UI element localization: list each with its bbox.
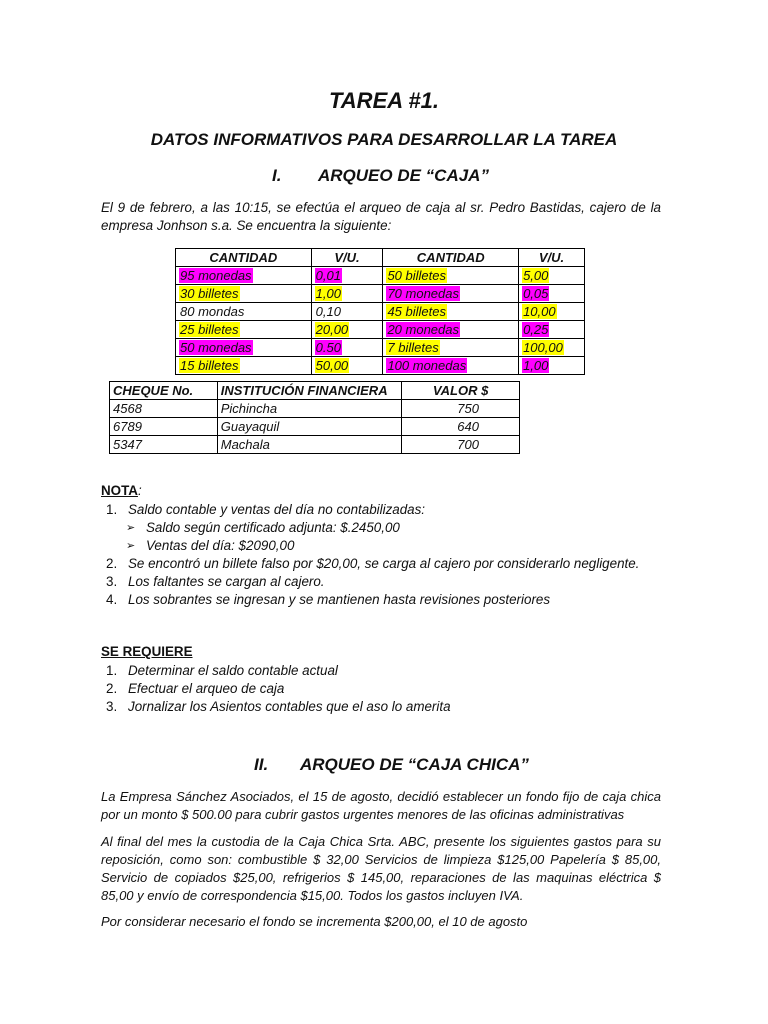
- arrow-bullet-icon: ➢: [126, 522, 136, 534]
- requiere-list: [106, 662, 668, 716]
- cash-table-cell-text: 45 billetes: [387, 304, 446, 319]
- nota-item-4: [106, 591, 668, 609]
- section-1-heading: [272, 166, 489, 186]
- cash-table-cell-text: 5,00: [523, 268, 549, 283]
- nota-item-1: [106, 501, 668, 519]
- cash-table-header: CANTIDAD: [383, 249, 519, 267]
- cheque-table-header: CHEQUE No.: [110, 382, 218, 400]
- cheque-table-cell: 700: [402, 436, 520, 454]
- requiere-item-2: [106, 680, 668, 698]
- table-row: [110, 400, 520, 418]
- cash-table-cell: [519, 321, 585, 339]
- cheque-table: [109, 381, 520, 454]
- cash-table-cell-text: 15 billetes: [180, 358, 239, 373]
- cash-table-cell-text: 20,00: [315, 322, 349, 337]
- section-2-paragraph-1: La Empresa Sánchez Asociados, el 15 de agosto, decidió establecer un fondo fijo de caja chica por un monto $ 500.00 para cubrir gastos urgentes menores de las oficinas administrativas: [101, 789, 661, 822]
- cash-table-cell-text: 1,00: [523, 358, 549, 373]
- page-subtitle: DATOS INFORMATIVOS PARA DESARROLLAR LA TAREA: [150, 130, 618, 149]
- cheque-table-header: INSTITUCIÓN FINANCIERA: [217, 382, 402, 400]
- nota-label-text: NOTA: [101, 483, 138, 498]
- cash-table-cell-text: 80 mondas: [180, 304, 245, 319]
- nota-list: [106, 501, 668, 609]
- section-2-title: ARQUEO DE “CAJA CHICA”: [300, 755, 529, 774]
- nota-subitem-2-text: Ventas del día: $2090,00: [146, 538, 295, 553]
- cash-table-cell: [383, 357, 519, 375]
- cash-table-cell: [311, 285, 383, 303]
- section-1-number: I.: [272, 166, 282, 185]
- cash-table-cell: [311, 303, 383, 321]
- cash-table-cell: [176, 339, 312, 357]
- cash-count-table: [175, 248, 585, 375]
- cash-table-cell: [519, 303, 585, 321]
- arrow-bullet-icon: ➢: [126, 540, 136, 552]
- requiere-label: SE REQUIERE: [101, 644, 193, 659]
- cash-table-cell: [519, 339, 585, 357]
- cash-table-cell-text: 1,00: [315, 286, 341, 301]
- section-2-heading: [254, 755, 529, 775]
- requiere-item-3: [106, 698, 668, 716]
- section-2-paragraph-2: Al final del mes la custodia de la Caja Chica Srta. ABC, presente los siguientes gastos para su reposición, como son: combustible $ 32,00 Servicios de limpieza $125,00 Papelería $ 85,00, Servicio de copiados $25,00, refrigerios $ 145,00, reparaciones de las maquinas eléctrica $ 85,00 y envío de correspondencia $15,00. Todos los gastos incluyen IVA.: [101, 834, 661, 903]
- table-row: [176, 285, 585, 303]
- cheque-table-cell: 640: [402, 418, 520, 436]
- nota-item-1-text: Saldo contable y ventas del día no contabilizadas:: [128, 502, 426, 517]
- nota-label: [101, 483, 142, 498]
- cheque-table-cell: 4568: [110, 400, 218, 418]
- requiere-item-1: [106, 662, 668, 680]
- section-1-title: ARQUEO DE “CAJA”: [318, 166, 489, 185]
- cash-table-cell: [176, 303, 312, 321]
- table-row: [110, 418, 520, 436]
- list-number: 2.: [106, 556, 118, 571]
- nota-item-2: [106, 555, 668, 573]
- cash-table-cell-text: 50,00: [315, 358, 349, 373]
- cash-table-cell: [383, 321, 519, 339]
- page-title: TAREA #1.: [328, 88, 440, 113]
- cash-table-cell-text: 30 billetes: [180, 286, 239, 301]
- cash-table-cell: [311, 321, 383, 339]
- nota-subitem-1: [128, 519, 668, 537]
- cash-table-cell: [519, 267, 585, 285]
- cheque-table-cell: 6789: [110, 418, 218, 436]
- cash-table-cell-text: 50 billetes: [387, 268, 446, 283]
- section-2-number: II.: [254, 755, 269, 774]
- cash-table-cell-text: 0.50: [315, 340, 341, 355]
- cheque-table-cell: 750: [402, 400, 520, 418]
- cash-table-header: V/U.: [311, 249, 383, 267]
- cash-table-cell-text: 25 billetes: [180, 322, 239, 337]
- cash-table-cell-text: 7 billetes: [387, 340, 439, 355]
- cash-table-cell-text: 95 monedas: [180, 268, 252, 283]
- nota-item-2-text: Se encontró un billete falso por $20,00, se carga al cajero por considerarlo negligente.: [128, 556, 640, 571]
- table-row: [176, 339, 585, 357]
- cash-table-header: V/U.: [519, 249, 585, 267]
- cash-table-cell-text: 0,05: [523, 286, 549, 301]
- cash-table-cell: [176, 357, 312, 375]
- list-number: 2.: [106, 681, 118, 696]
- cash-table-cell-text: 50 monedas: [180, 340, 252, 355]
- cash-table-cell-text: 70 monedas: [387, 286, 459, 301]
- nota-colon: :: [137, 483, 142, 498]
- list-number: 3.: [106, 699, 118, 714]
- cash-table-cell-text: 20 monedas: [387, 322, 459, 337]
- nota-item-4-text: Los sobrantes se ingresan y se mantienen hasta revisiones posteriores: [128, 592, 551, 607]
- cash-table-cell: [519, 285, 585, 303]
- requiere-item-3-text: Jornalizar los Asientos contables que el aso lo amerita: [128, 699, 451, 714]
- list-number: 4.: [106, 592, 118, 607]
- nota-item-3: [106, 573, 668, 591]
- nota-item-3-text: Los faltantes se cargan al cajero.: [128, 574, 325, 589]
- cheque-table-header: VALOR $: [402, 382, 520, 400]
- cash-table-cell: [176, 321, 312, 339]
- table-row: [176, 321, 585, 339]
- cash-table-header: CANTIDAD: [176, 249, 312, 267]
- list-number: 1.: [106, 663, 118, 678]
- cash-table-cell-text: 100 monedas: [387, 358, 467, 373]
- requiere-item-2-text: Efectuar el arqueo de caja: [128, 681, 285, 696]
- cash-table-cell: [176, 267, 312, 285]
- cash-table-cell-text: 10,00: [523, 304, 556, 319]
- list-number: 1.: [106, 502, 118, 517]
- cheque-table-cell: 5347: [110, 436, 218, 454]
- cash-table-cell: [176, 285, 312, 303]
- cash-table-cell: [383, 267, 519, 285]
- cash-table-cell: [311, 357, 383, 375]
- requiere-item-1-text: Determinar el saldo contable actual: [128, 663, 338, 678]
- cash-table-cell: [383, 339, 519, 357]
- cash-table-cell-text: 0,10: [315, 304, 341, 319]
- section-1-intro: El 9 de febrero, a las 10:15, se efectúa el arqueo de caja al sr. Pedro Bastidas, cajero de la empresa Jonhson s.a. Se encuentra la siguiente:: [101, 200, 661, 233]
- cash-table-cell-text: 100,00: [523, 340, 563, 355]
- section-2-paragraph-3: Por considerar necesario el fondo se incrementa $200,00, el 10 de agosto: [101, 914, 528, 929]
- cash-table-cell: [519, 357, 585, 375]
- table-row: [110, 436, 520, 454]
- cash-table-cell: [383, 303, 519, 321]
- table-row: [176, 357, 585, 375]
- nota-subitem-1-text: Saldo según certificado adjunta: $.2450,00: [146, 520, 400, 535]
- list-number: 3.: [106, 574, 118, 589]
- table-row: [176, 267, 585, 285]
- cash-table-cell: [311, 339, 383, 357]
- cash-table-cell-text: 0,01: [315, 268, 341, 283]
- nota-subitem-2: [128, 537, 668, 555]
- cash-table-cell: [311, 267, 383, 285]
- cash-table-cell-text: 0,25: [523, 322, 549, 337]
- cheque-table-cell: Machala: [217, 436, 402, 454]
- table-row: [176, 303, 585, 321]
- cheque-table-cell: Guayaquil: [217, 418, 402, 436]
- cheque-table-cell: Pichincha: [217, 400, 402, 418]
- cash-table-cell: [383, 285, 519, 303]
